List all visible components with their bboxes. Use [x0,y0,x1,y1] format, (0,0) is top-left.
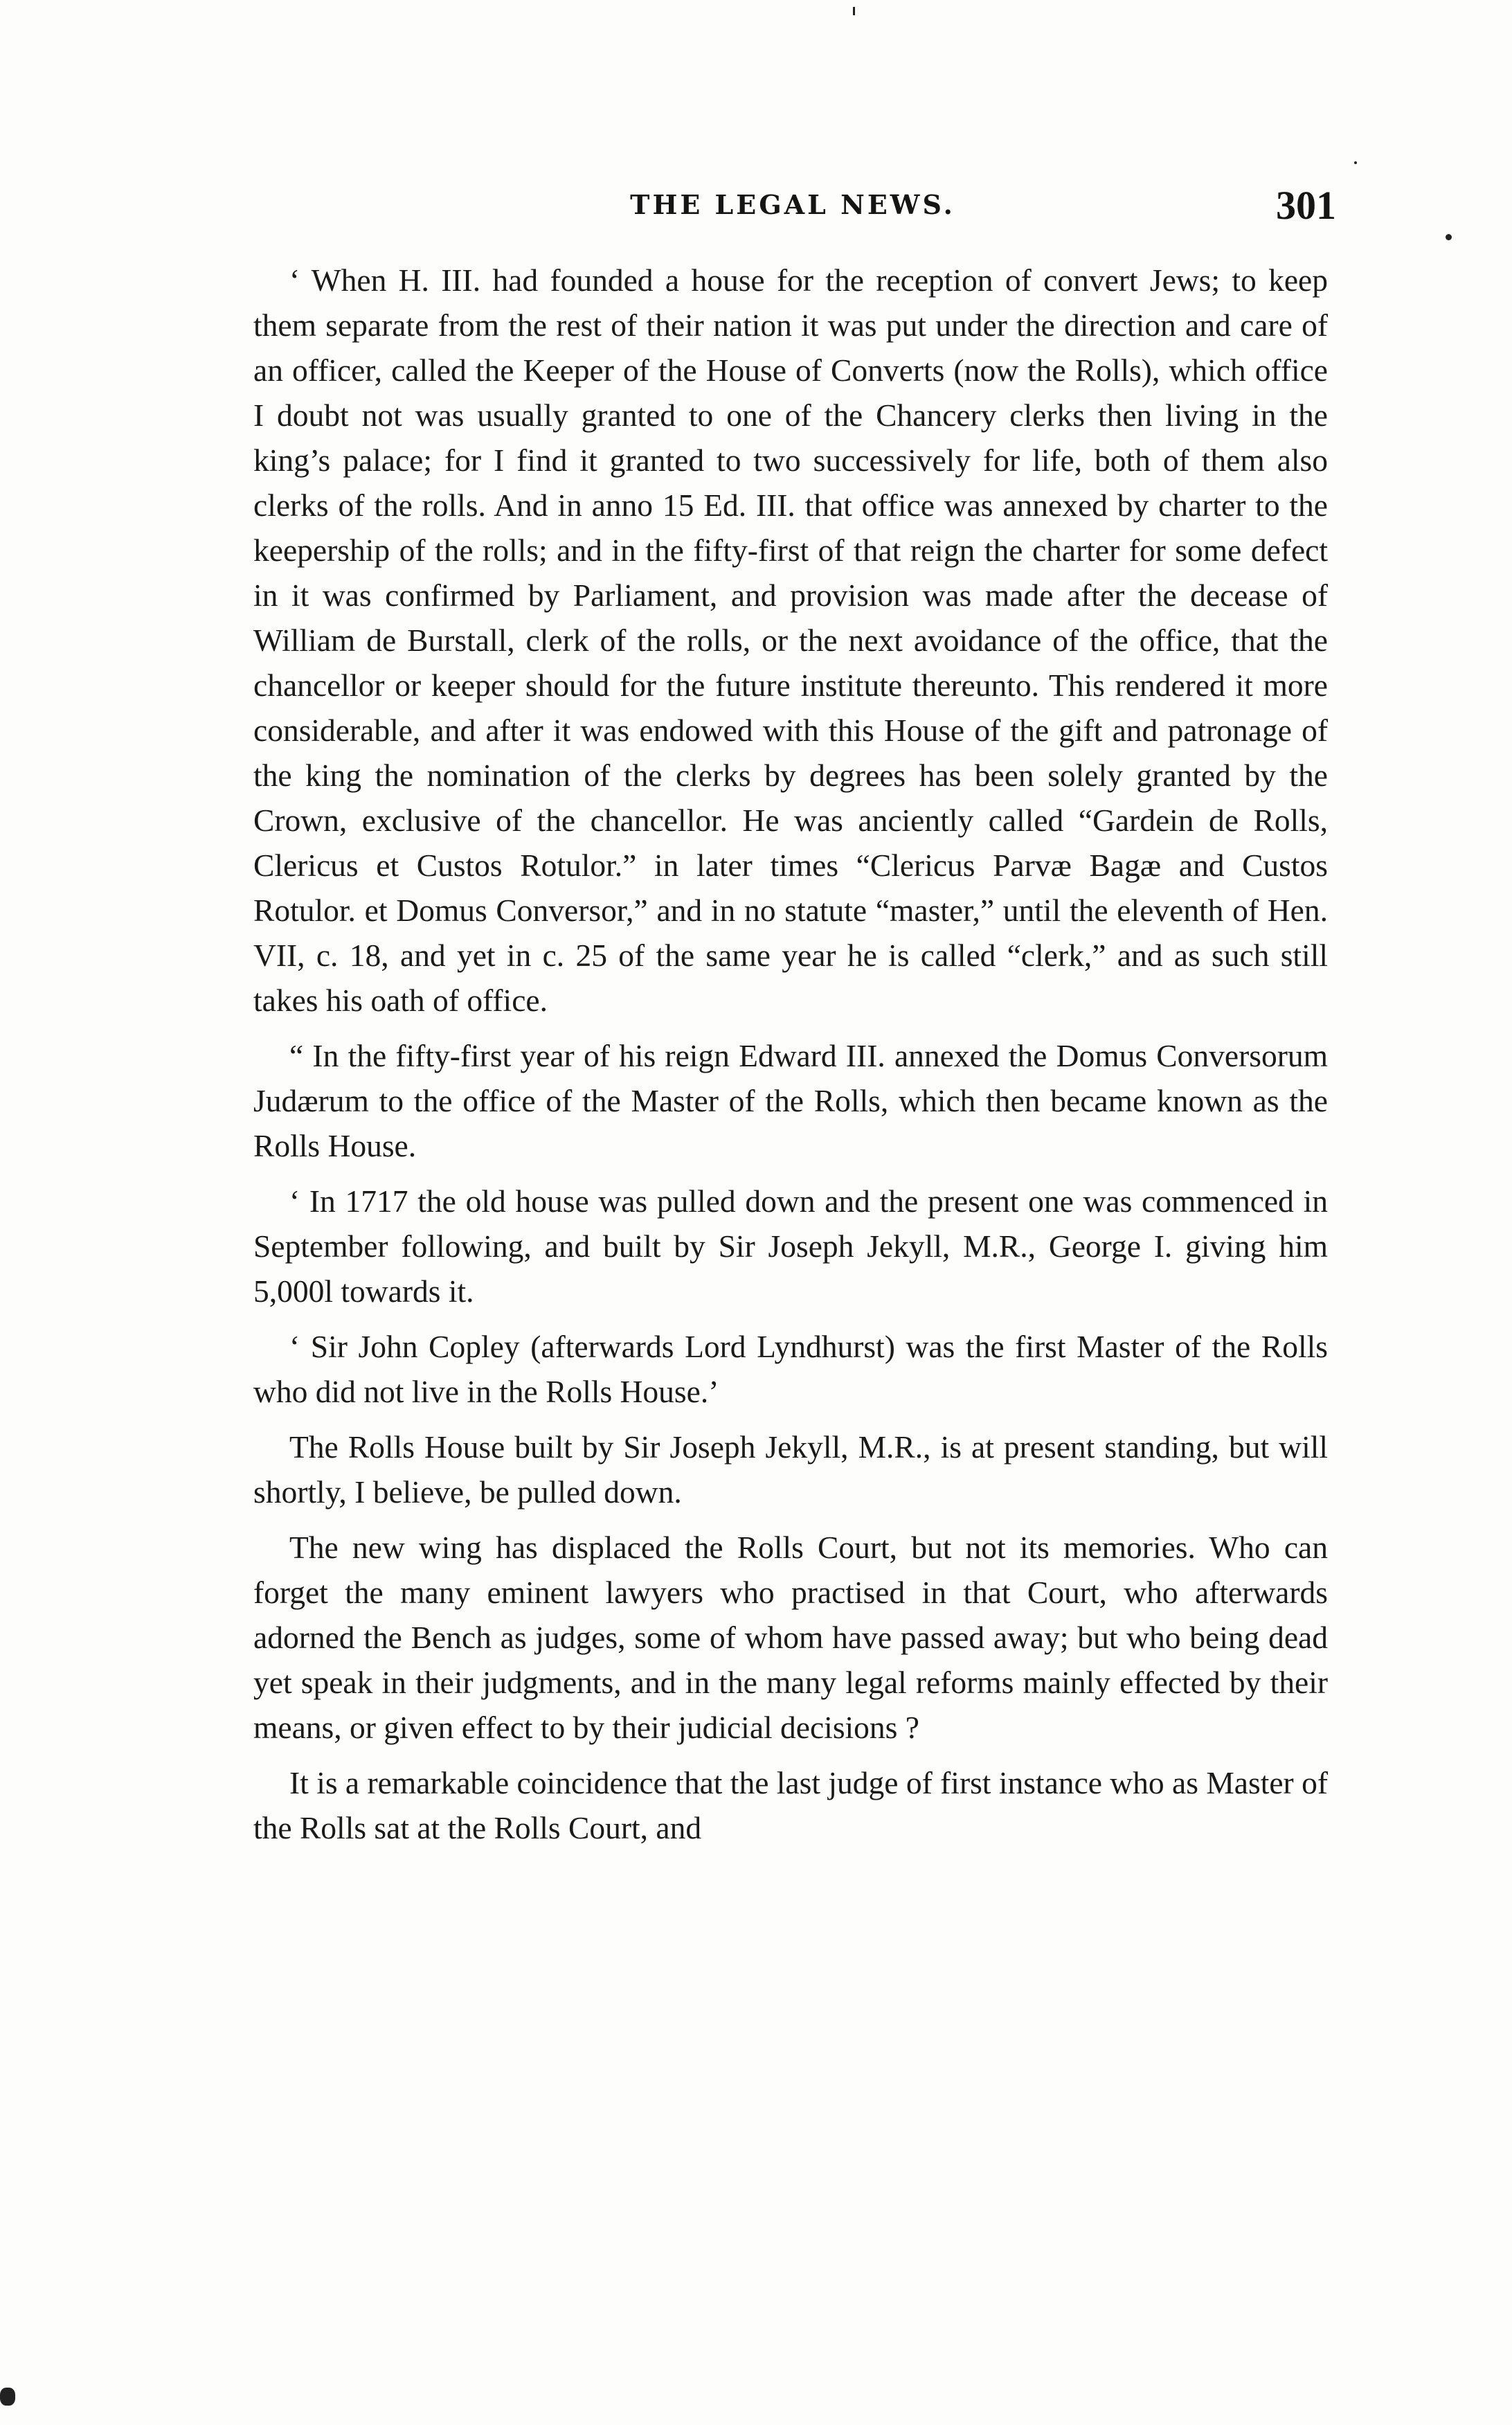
running-title: THE LEGAL NEWS. [630,189,955,220]
body-text [253,258,1328,1861]
scan-speck [1354,161,1357,164]
scan-speck [853,7,855,15]
paragraph-2: “ In the fifty-first year of his reign Edward III. annexed the Domus Conversorum Judærum to the office of the Master of the Rolls, which then became known as the Rolls House. [253,1038,1328,1163]
scan-speck [1446,234,1452,240]
paragraph-4: ‘ Sir John Copley (afterwards Lord Lyndhurst) was the first Master of the Rolls who did not live in the Rolls House.’ [253,1329,1328,1409]
paragraph-7: It is a remarkable coincidence that the last judge of first instance who as Master of the Rolls sat at the Rolls Court, and [253,1765,1328,1845]
page-number: 301 [1276,183,1336,228]
paragraph-5: The Rolls House built by Sir Joseph Jekyll, M.R., is at present standing, but will shortly, I believe, be pulled down. [253,1429,1328,1510]
paragraph-3: ‘ In 1717 the old house was pulled down and the present one was commenced in September following, and built by Sir Joseph Jekyll, M.R., George I. giving him 5,000l towards it. [253,1183,1328,1309]
paragraph-1: ‘ When H. III. had founded a house for the reception of convert Jews; to keep them separate from the rest of their nation it was put under the direction and care of an officer, called the Keeper of the House of Converts (now the Rolls), which office I doubt not was usually granted to one of the Chancery clerks then living in the king’s palace; for I find it granted to two successively for life, both of them also clerks of the rolls. And in anno 15 Ed. III. that office was annexed by charter to the keepership of the rolls; and in the fifty-first of that reign the charter for some defect in it was confirmed by Parliament, and provision was made after the decease of William de Burstall, clerk of the rolls, or the next avoidance of the office, that the chancellor or keeper should for the future institute thereunto. This rendered it more considerable, and after it was endowed with this House of the gift and patronage of the king the nomination of the clerks by degrees has been solely granted by the Crown, exclusive of the chancellor. He was anciently called “Gardein de Rolls, Clericus et Custos Rotulor.” in later times “Clericus Parvæ Bagæ and Custos Rotulor. et Domus Conversor,” and in no statute “master,” until the eleventh of Hen. VII, c. 18, and yet in c. 25 of the same year he is called “clerk,” and as such still takes his oath of office. [253,262,1328,1018]
scan-edge-mark [0,2388,15,2406]
page-header [249,177,1336,239]
paragraph-6: The new wing has displaced the Rolls Court, but not its memories. Who can forget the many eminent lawyers who practised in that Court, who afterwards adorned the Bench as judges, some of whom have passed away; but who being dead yet speak in their judgments, and in the many legal reforms mainly effected by their means, or given effect to by their judicial decisions ? [253,1530,1328,1745]
